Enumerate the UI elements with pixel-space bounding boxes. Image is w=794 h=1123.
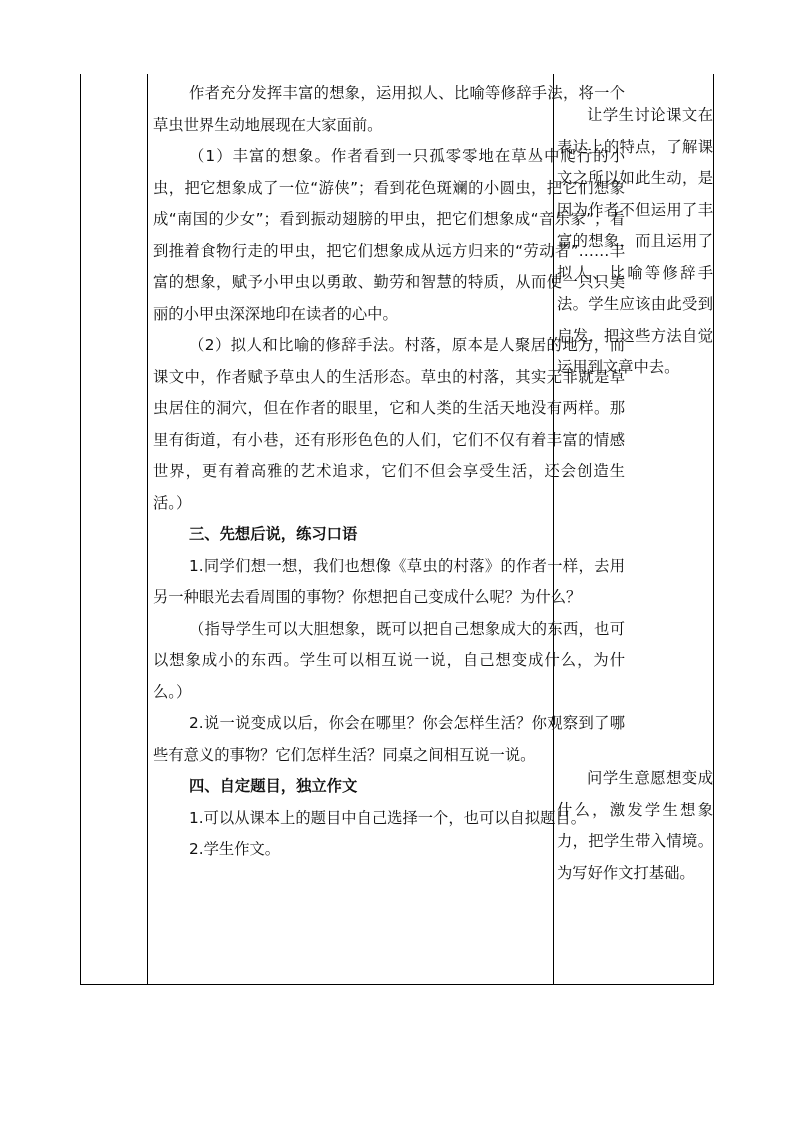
paragraph-intro: 作者充分发挥丰富的想象，运用拟人、比喻等修辞手法，将一个草虫世界生动地展现在大家面前。 — [153, 84, 625, 134]
note-text-1: 让学生讨论课文在表达上的特点，了解课文之所以如此生动，是因为作者不但运用了丰富的想象，而且运用了拟人、比喻等修辞手法。学生应该由此受到启发，把这些方法自觉运用到文章中去。 — [557, 106, 713, 376]
paragraph-rhetoric: （2）拟人和比喻的修辞手法。村落，原本是人聚居的地方，而课文中，作者赋予草虫人的生活形态。草虫的村落，其实无非就是草虫居住的洞穴，但在作者的眼里，它和人类的生活天地没有两样。那里有街道，有小巷，还有形形色色的人们，它们不仅有着丰富的情感世界，更有着高雅的艺术追求，它们不但会享受生活，还会创造生活。） — [153, 336, 625, 512]
paragraph-topic: 1.可以从课本上的题目中自己选择一个，也可以自拟题目。 — [189, 808, 587, 827]
paragraph-imagination: （1）丰富的想象。作者看到一只孤零零地在草丛中爬行的小虫，把它想象成了一位“游侠”；看到花色斑斓的小圆虫，把它们想象成“南国的少女”；看到振动翅膀的甲虫，把它们想象成“音乐家”；看到推着食物行走的甲虫，把它们想象成从远方归来的“劳动者”……丰富的想象，赋予小甲虫以勇敢、勤劳和智慧的特质，从而使一只只美丽的小甲虫深深地印在读者的心中。 — [153, 147, 625, 323]
paragraph-guidance: （指导学生可以大胆想象，既可以把自己想象成大的东西，也可以想象成小的东西。学生可以相互说一说，自己想变成什么，为什么。） — [153, 619, 625, 701]
paragraph-step-1: 1.同学们想一想，我们也想像《草虫的村落》的作者一样，去用另一种眼光去看周围的事物？你想把自己变成什么呢？为什么？ — [153, 556, 625, 606]
section-heading-4: 四、自定题目，独立作文 — [189, 777, 358, 795]
design-intent-note-2 — [557, 763, 713, 889]
paragraph-writing: 2.学生作文。 — [189, 840, 281, 858]
teaching-content-column — [153, 78, 625, 866]
column-divider-left — [147, 74, 148, 984]
section-heading-3: 三、先想后说，练习口语 — [189, 525, 358, 543]
paragraph-step-2: 2.说一说变成以后，你会在哪里？你会怎样生活？你观察到了哪些有意义的事物？它们怎样生活？同桌之间相互说一说。 — [153, 714, 625, 764]
design-intent-note-1 — [557, 100, 713, 384]
lesson-table — [80, 74, 714, 985]
note-text-2: 问学生意愿想变成什么，激发学生想象力，把学生带入情境。为写好作文打基础。 — [557, 769, 713, 882]
